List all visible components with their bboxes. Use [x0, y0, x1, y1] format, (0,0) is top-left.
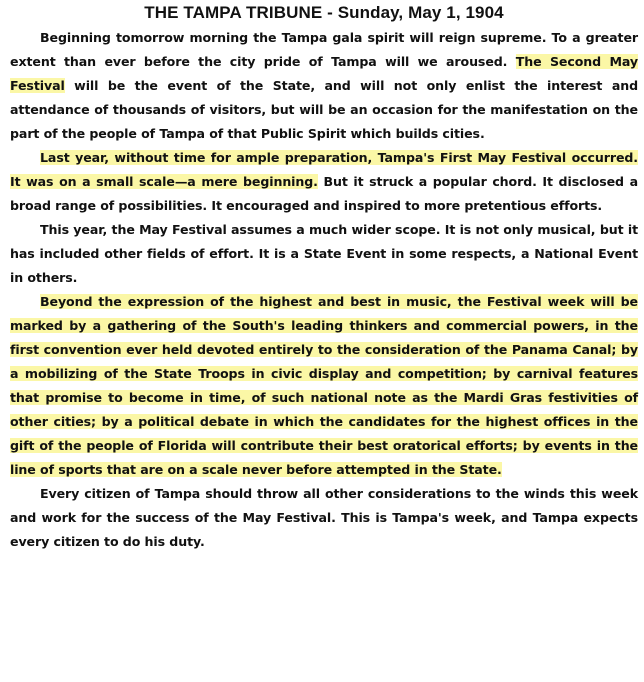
paragraph-4 — [10, 290, 638, 482]
paragraph-3-text: This year, the May Festival assumes a much wider scope. It is not only musical, but it has included other fields of effort. It is a State Event in some respects, a National Event in others. — [10, 222, 638, 285]
paragraph-2-highlight: Last year, without time for ample preparation, Tampa's First May Festival occurred. It was on a small scale—a mere beginning. — [10, 150, 638, 189]
paragraph-2 — [10, 146, 638, 218]
paragraph-5-text: Every citizen of Tampa should throw all other considerations to the winds this week and work for the success of the May Festival. This is Tampa's week, and Tampa expects every citizen to do his duty. — [10, 486, 638, 549]
paragraph-4-highlight: Beyond the expression of the highest and best in music, the Festival week will be marked by a gathering of the South's leading thinkers and commercial powers, in the first convention ever held devoted entirely to the consideration of the Panama Canal; by a mobilizing of the State Troops in civic display and competition; by carnival features that promise to become in time, of such national note as the Mardi Gras festivities of other cities; by a political debate in which the candidates for the highest offices in the gift of the people of Florida will contribute their best oratorical efforts; by events in the line of sports that are on a scale never before attempted in the State. — [10, 294, 638, 477]
paragraph-1-highlight: The Second May Festival — [10, 54, 639, 93]
paragraph-3 — [10, 218, 638, 290]
page-title: THE TAMPA TRIBUNE - Sunday, May 1, 1904 — [144, 3, 504, 22]
paragraph-1 — [10, 26, 638, 146]
paragraph-1-text-end: will be the event of the State, and will not only enlist the interest and attendance of thousands of visitors, but will be an occasion for the manifestation on the part of the people of Tampa of that Public Spirit which builds cities. — [10, 78, 638, 141]
paragraph-5 — [10, 482, 638, 554]
paragraph-2-text-end: But it struck a popular chord. It disclosed a broad range of possibilities. It encouraged and inspired to more pretentious efforts. — [10, 174, 638, 213]
paragraph-1-text-start: Beginning tomorrow morning the Tampa gala spirit will reign supreme. To a greater extent than ever before the city pride of Tampa will we aroused. — [10, 30, 638, 69]
